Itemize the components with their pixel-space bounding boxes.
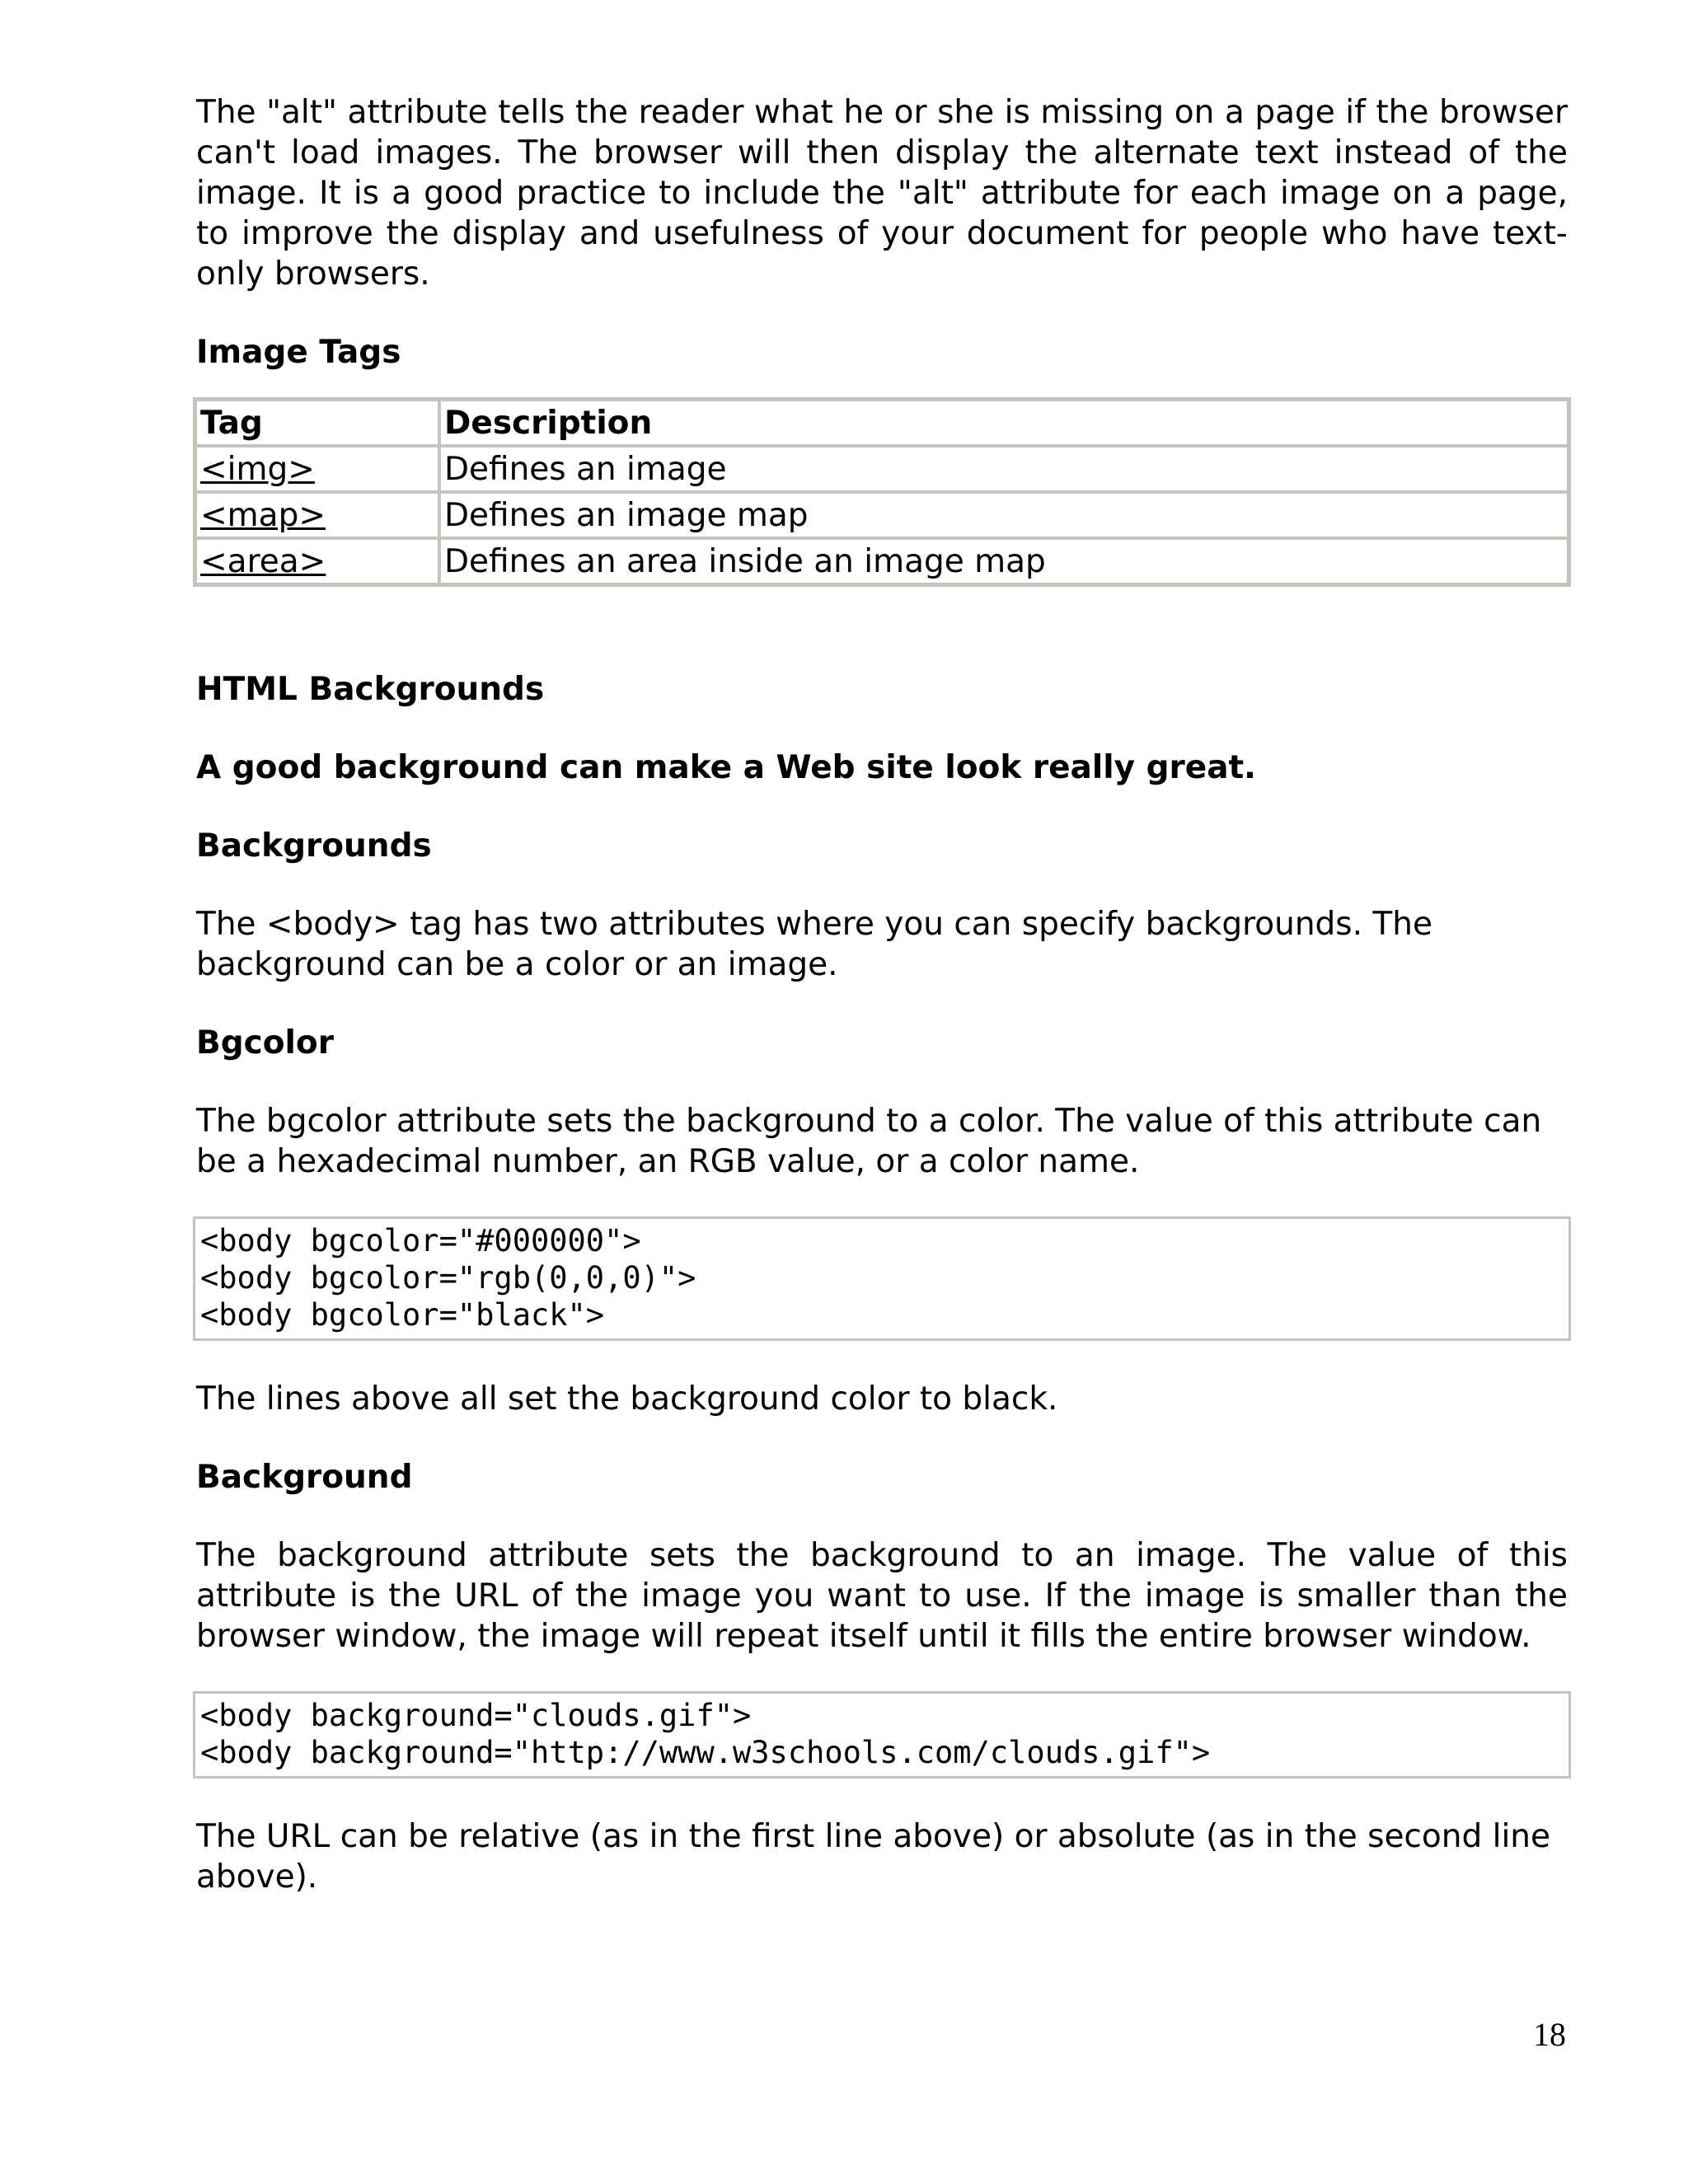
table-cell-tag (195, 446, 439, 492)
table-header-description: Description (439, 400, 1568, 446)
bgcolor-result-paragraph: The lines above all set the background color to black. (196, 1380, 1058, 1418)
table-cell-description: Defines an image map (439, 492, 1568, 538)
code-line: <body bgcolor="black"> (200, 1297, 605, 1333)
document-page (196, 92, 1568, 1897)
table-row (195, 446, 1568, 492)
page-number: 18 (1533, 2016, 1566, 2053)
image-tags-table (193, 397, 1571, 587)
background-code-block (193, 1691, 1571, 1779)
table-header-row (195, 400, 1568, 446)
html-backgrounds-heading: HTML Backgrounds (196, 671, 545, 708)
background-heading: Background (196, 1459, 413, 1496)
area-tag-link[interactable]: <area> (200, 543, 326, 580)
table-row (195, 538, 1568, 584)
table-header-tag: Tag (195, 400, 439, 446)
url-note-paragraph: The URL can be relative (as in the first line above) or absolute (as in the second line above). (196, 1818, 1550, 1896)
table-cell-tag (195, 492, 439, 538)
map-tag-link[interactable]: <map> (200, 497, 326, 534)
bgcolor-heading: Bgcolor (196, 1024, 334, 1062)
code-line: <body bgcolor="rgb(0,0,0)"> (200, 1260, 696, 1296)
bgcolor-code-block (193, 1216, 1571, 1341)
code-line: <body bgcolor="#000000"> (200, 1223, 641, 1258)
alt-intro-paragraph: The "alt" attribute tells the reader what he or she is missing on a page if the browser can't load images. The browser will then display the alternate text instead of the image. It is a good practice to include the "alt" attribute for each image on a page, to improve the display and usefulness of your document for people who have text-only browsers. (196, 94, 1568, 293)
bgcolor-paragraph: The bgcolor attribute sets the background to a color. The value of this attribute can be a hexadecimal number, an RGB value, or a color name. (196, 1103, 1542, 1180)
background-paragraph: The background attribute sets the background to an image. The value of this attribute is the URL of the image you want to use. If the image is smaller than the browser window, the image will repeat itself until it fills the entire browser window. (196, 1537, 1568, 1655)
body-tag-paragraph: The <body> tag has two attributes where you can specify backgrounds. The background can be a color or an image. (196, 906, 1432, 983)
code-line: <body background="http://www.w3schools.com/clouds.gif"> (200, 1735, 1211, 1770)
table-cell-description: Defines an area inside an image map (439, 538, 1568, 584)
table-row (195, 492, 1568, 538)
backgrounds-heading: Backgrounds (196, 827, 432, 865)
backgrounds-tagline: A good background can make a Web site look really great. (196, 749, 1256, 786)
table-cell-description: Defines an image (439, 446, 1568, 492)
image-tags-heading: Image Tags (196, 334, 401, 371)
table-cell-tag (195, 538, 439, 584)
img-tag-link[interactable]: <img> (200, 451, 315, 488)
code-line: <body background="clouds.gif"> (200, 1698, 752, 1733)
